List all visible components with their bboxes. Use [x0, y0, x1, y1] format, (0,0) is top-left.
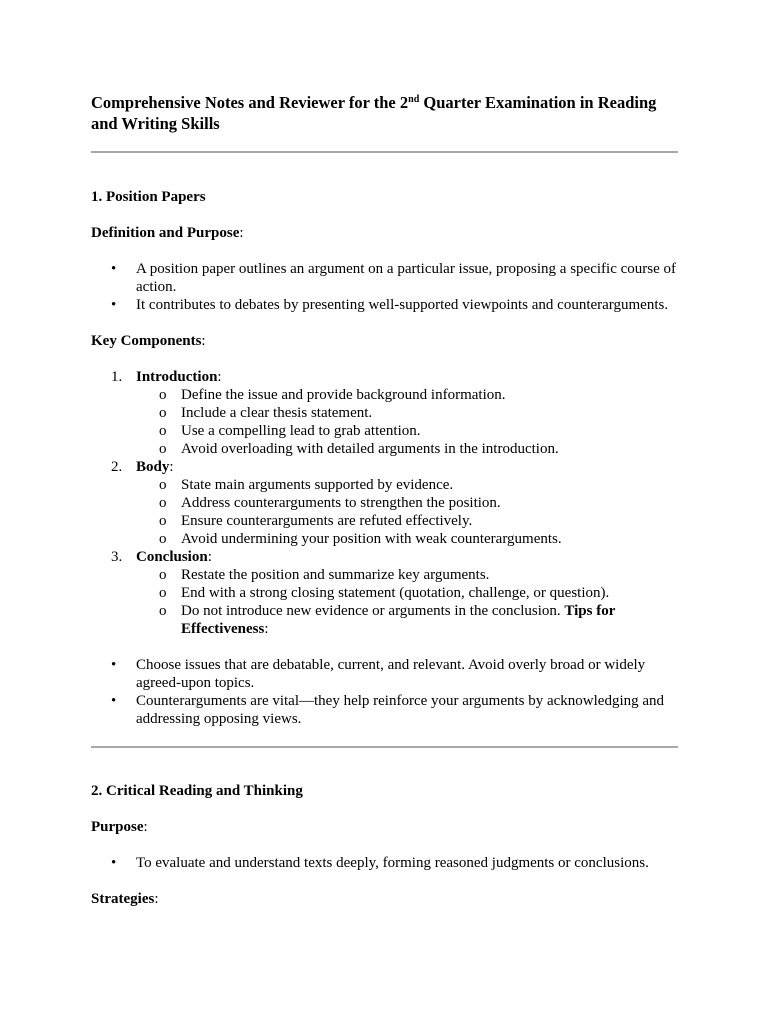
key-components-label: Key Components: [91, 333, 206, 349]
list-number: 1. [111, 369, 123, 385]
title-text: Comprehensive Notes and Reviewer for the 2 [91, 93, 409, 112]
list-item: • It contributes to debates by presenting well-supported viewpoints and counterarguments. [91, 296, 678, 314]
list-number: 2. [111, 459, 123, 475]
sub-list [136, 476, 678, 548]
list-item: o Avoid overloading with detailed arguments in the introduction. [136, 440, 678, 458]
list-item: o Restate the position and summarize key arguments. [136, 566, 678, 584]
section-heading-position-papers: 1. Position Papers [91, 189, 206, 205]
list-item: • To evaluate and understand texts deeply, forming reasoned judgments or conclusions. [91, 854, 678, 872]
component-label: Body [136, 459, 170, 475]
component-introduction: 1. Introduction: o Define the issue and provide background information. o Include a clear thesis statement. o Use a compelling lead to grab attention. o Avoid overloading with detailed arguments in the introduction. [91, 368, 678, 458]
component-label: Introduction [136, 369, 218, 385]
definition-label: Definition and Purpose: [91, 225, 244, 241]
tips-label: Tips for Effectiveness [181, 603, 616, 637]
list-item: • Counterarguments are vital—they help reinforce your arguments by acknowledging and addressing opposing views. [91, 692, 678, 728]
components-list [91, 368, 678, 638]
title-text-rest: Quarter Examination in Reading and Writing Skills [91, 93, 657, 133]
list-item: • Choose issues that are debatable, current, and relevant. Avoid overly broad or widely agreed-upon topics. [91, 656, 678, 692]
list-item: o Address counterarguments to strengthen the position. [136, 494, 678, 512]
definition-list [91, 260, 678, 314]
list-item: o Avoid undermining your position with weak counterarguments. [136, 530, 678, 548]
list-item: • A position paper outlines an argument on a particular issue, proposing a specific course of action. [91, 260, 678, 296]
list-number: 3. [111, 549, 123, 565]
strategies-label: Strategies: [91, 891, 159, 907]
tips-list [91, 656, 678, 728]
title-superscript: nd [408, 94, 420, 105]
purpose-label: Purpose: [91, 819, 148, 835]
list-item: o Include a clear thesis statement. [136, 404, 678, 422]
component-label: Conclusion [136, 549, 208, 565]
purpose-list [91, 854, 678, 872]
list-item: o State main arguments supported by evidence. [136, 476, 678, 494]
document-title [91, 92, 678, 134]
list-item: o Ensure counterarguments are refuted effectively. [136, 512, 678, 530]
list-item: o End with a strong closing statement (quotation, challenge, or question). [136, 584, 678, 602]
component-body: 2. Body: o State main arguments supported by evidence. o Address counterarguments to strengthen the position. o Ensure counterarguments are refuted effectively. o Avoid undermining your position with weak counterarguments. [91, 458, 678, 548]
list-item: o Do not introduce new evidence or arguments in the conclusion. Tips for Effectiveness: [136, 602, 678, 638]
section-heading-critical-reading: 2. Critical Reading and Thinking [91, 783, 303, 799]
component-conclusion: 3. Conclusion: o Restate the position and summarize key arguments. o End with a strong closing statement (quotation, challenge, or question). o Do not introduce new evidence or arguments in the conclusion. Tips for Effectiveness: [91, 548, 678, 638]
list-item: o Define the issue and provide background information. [136, 386, 678, 404]
sub-list [136, 386, 678, 458]
sub-list [136, 566, 678, 638]
document-body [91, 92, 678, 908]
list-item: o Use a compelling lead to grab attention. [136, 422, 678, 440]
